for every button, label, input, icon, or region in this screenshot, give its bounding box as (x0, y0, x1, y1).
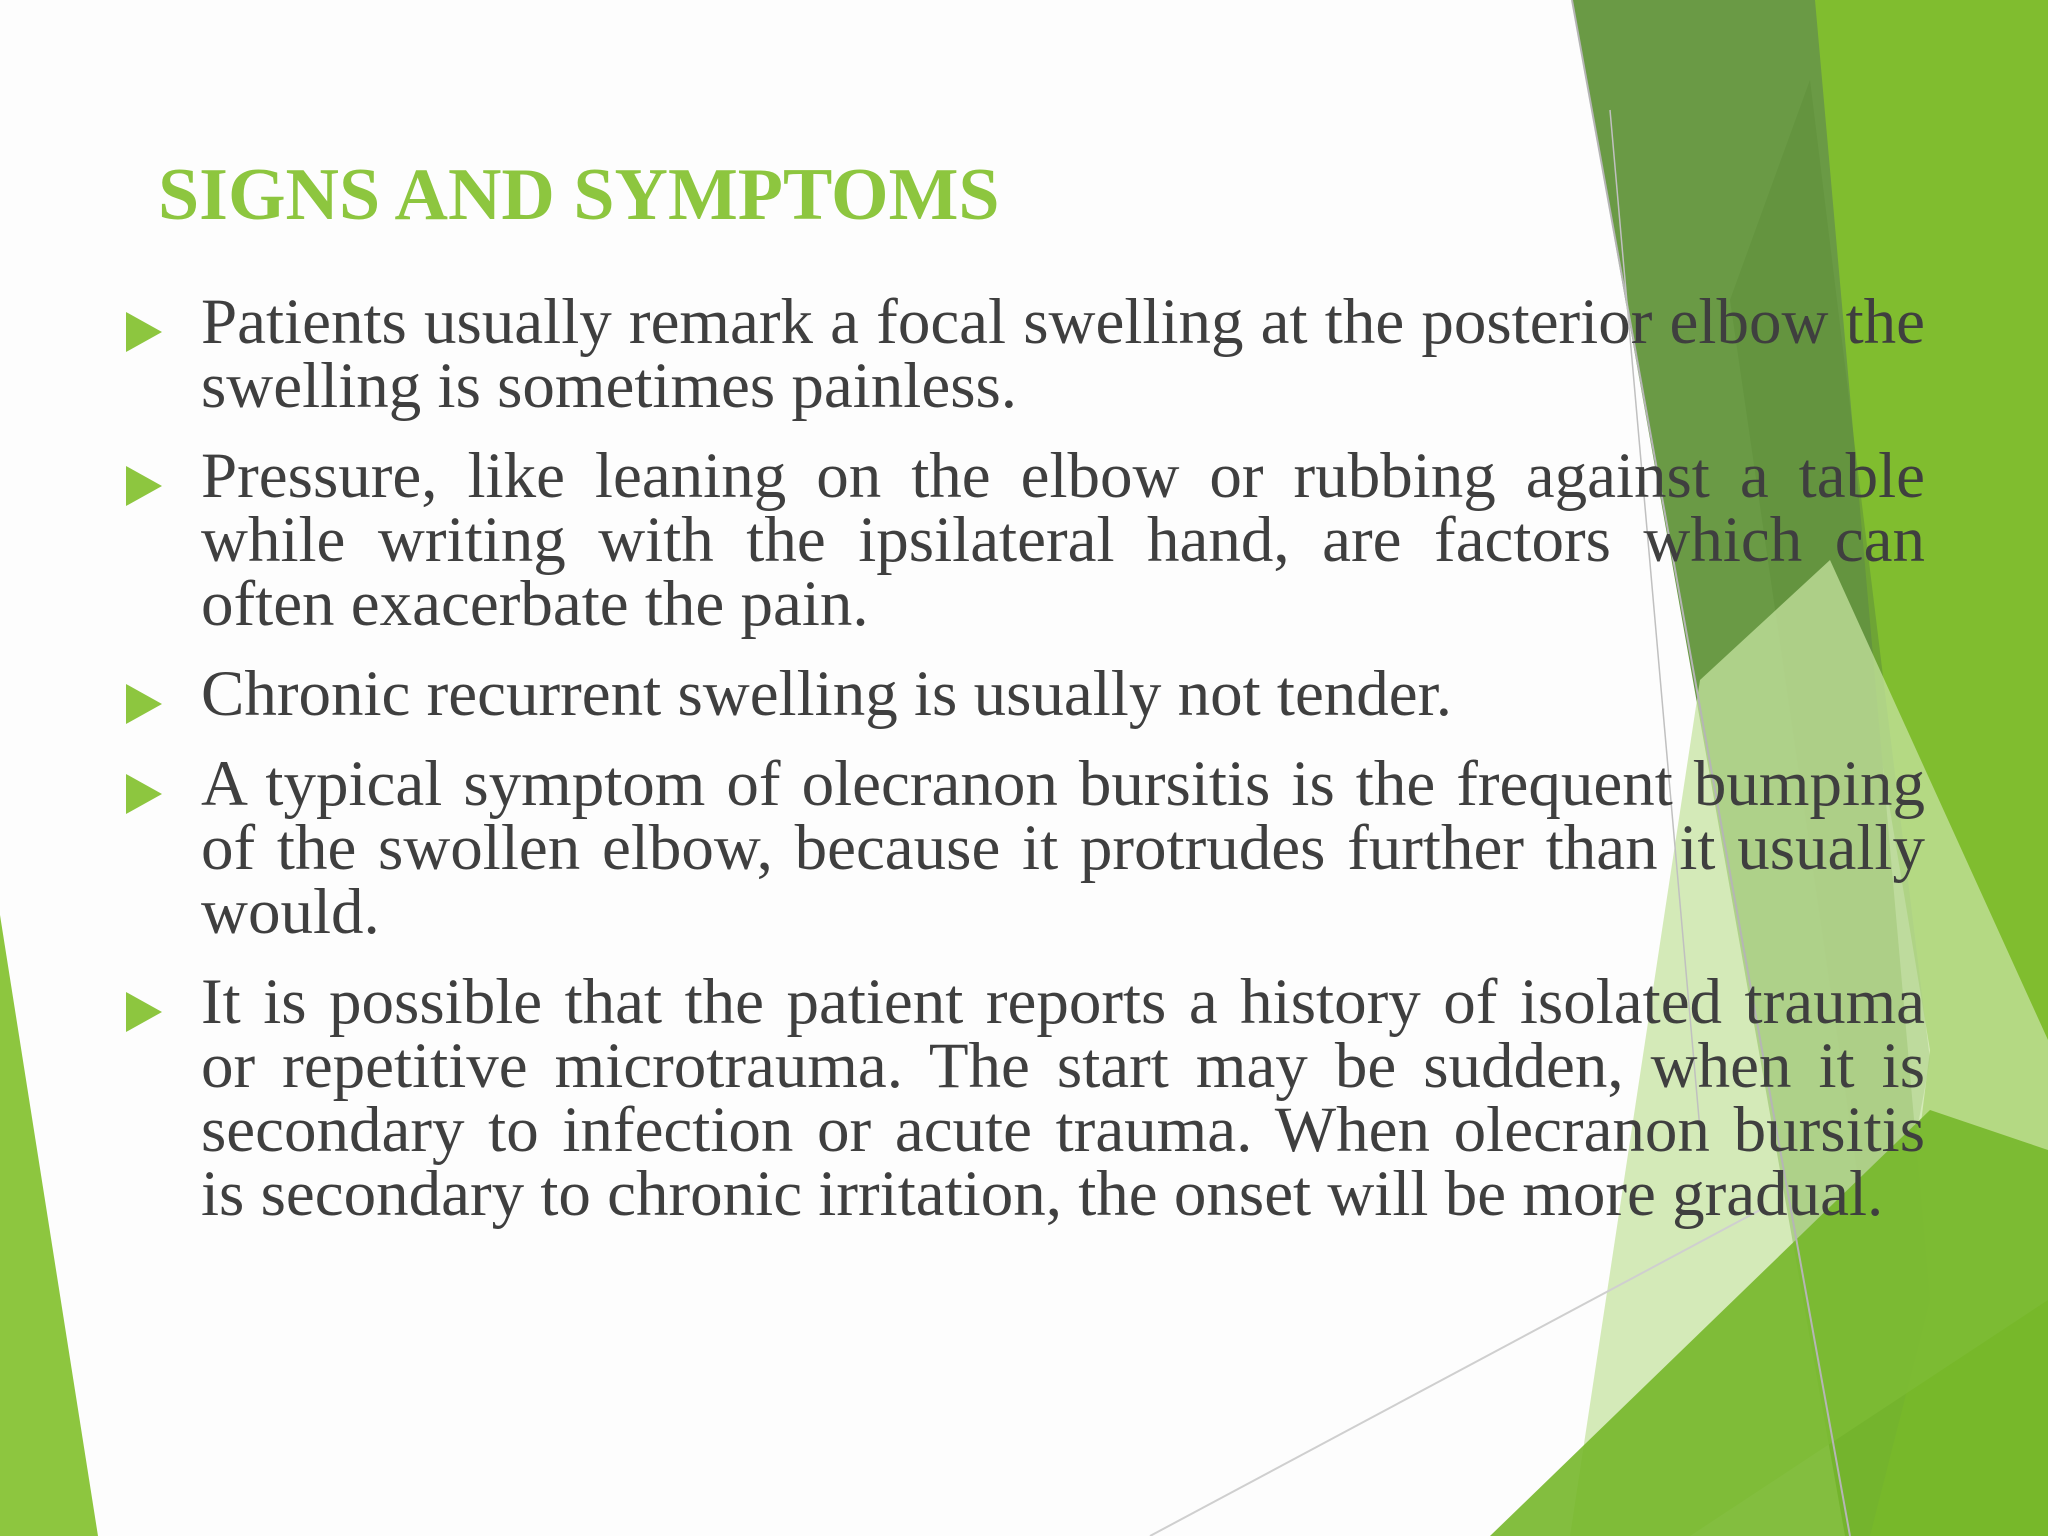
bullet-item (120, 440, 1925, 640)
triangle-right-icon (126, 684, 162, 724)
slide-title: SIGNS AND SYMPTOMS (158, 154, 1000, 236)
bullet-item (120, 658, 1925, 730)
bullet-item (120, 966, 1925, 1230)
bullet-text: A typical symptom of olecranon bursitis is the frequent bumping of the swollen elbow, because it protrudes further than it usually would. (201, 748, 1925, 948)
triangle-right-icon (126, 466, 162, 506)
triangle-right-icon (126, 312, 162, 352)
bullet-list (120, 286, 1925, 1252)
bullet-text: It is possible that the patient reports a history of isolated trauma or repetitive microtrauma. The start may be sudden, when it is secondary to infection or acute trauma. When olecranon bursitis is secondary to chronic irritation, the onset will be more gradual. (201, 966, 1925, 1230)
bullet-text: Chronic recurrent swelling is usually not tender. (201, 658, 1452, 730)
triangle-right-icon (126, 992, 162, 1032)
triangle-right-icon (126, 774, 162, 814)
left-accent-shape (0, 915, 98, 1536)
bullet-text: Patients usually remark a focal swelling at the posterior elbow the swelling is sometimes painless. (201, 286, 1925, 422)
bullet-item (120, 286, 1925, 422)
bullet-item (120, 748, 1925, 948)
bullet-text: Pressure, like leaning on the elbow or rubbing against a table while writing with the ipsilateral hand, are factors which can often exacerbate the pain. (201, 440, 1925, 640)
